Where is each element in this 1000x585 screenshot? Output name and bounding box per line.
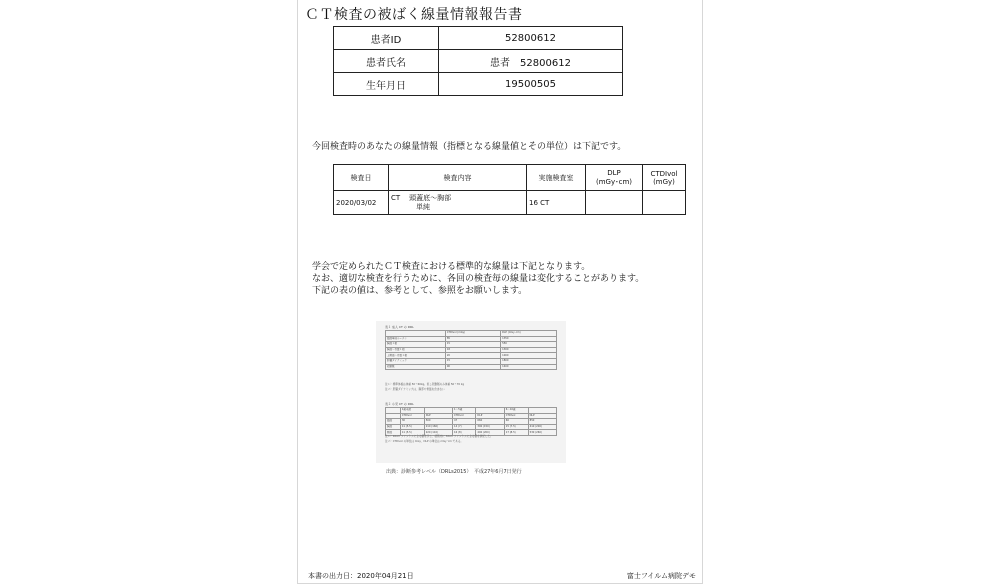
exam-modality: CT — [391, 193, 401, 202]
reference-table-cell: 1800 — [501, 358, 557, 364]
birth-date-row — [334, 73, 623, 96]
exam-content-line1 — [391, 194, 524, 203]
reference-table-cell: DLP — [424, 413, 452, 419]
reference-table-cell: 410 (200) — [528, 424, 556, 430]
drl-adult-row — [386, 364, 557, 370]
drl-table2-note-2: 注２）CTDIvol の単位は mGy、DLP の単位は mGy･cm である。 — [385, 440, 464, 443]
dose-intro-text: 今回検査時のあなたの線量情報（指標となる線量値とその単位）は下記です。 — [312, 142, 627, 152]
drl-table1-note-1: 注１）標準体格は体重 50～60kg。但し冠動脈のみ体重 50～70 kg — [385, 383, 465, 386]
report-page — [297, 0, 703, 584]
reference-table-cell: 500 — [424, 419, 452, 425]
reference-table-cell: 400 (200) — [476, 430, 504, 436]
reference-table-cell: 1～5歳 — [453, 408, 476, 414]
reference-table-cell: 1000 — [501, 353, 557, 359]
header-ctdivol — [643, 165, 686, 191]
reference-table-cell: 60 — [504, 419, 528, 425]
reference-table-cell: 胸部 — [386, 424, 401, 430]
reference-table-cell: 肝臓ダイナミック — [386, 358, 446, 364]
birth-date-label: 生年月日 — [334, 73, 439, 96]
header-exam-room: 実施検査室 — [527, 165, 586, 191]
exam-content-line2: 単純 — [416, 202, 430, 211]
reference-table-cell: 腹部 — [386, 430, 401, 436]
reference-table-cell: 1300 — [501, 347, 557, 353]
patient-id-value: 52800612 — [439, 27, 623, 50]
paragraph-line-2: なお、適切な検査を行うために、各回の検査毎の線量は変化することがあります。 — [312, 274, 645, 284]
reference-table-cell: 11 (5.5) — [400, 424, 424, 430]
reference-table-cell: DLP — [476, 413, 504, 419]
reference-table-cell: DLP (mGy･cm) — [501, 331, 557, 337]
header-dlp-label: DLP — [607, 168, 621, 177]
drl-source-caption: 出典：診断参考レベル（DRLs2015） 平成27年6月7日発行 — [386, 469, 522, 475]
dose-info-table — [333, 164, 686, 215]
reference-table-cell: 胸部１相 — [386, 342, 446, 348]
reference-table-cell: 頭部単純ルーチン — [386, 336, 446, 342]
report-title: ＣＴ検査の被ばく線量情報報告書 — [305, 7, 523, 23]
reference-table-cell: 頭部 — [386, 419, 401, 425]
reference-table-cell: 18 — [445, 347, 500, 353]
exam-body-part: 頭蓋底～胸部 — [409, 193, 452, 202]
patient-name-row — [334, 50, 623, 73]
reference-table-cell: 210 (160) — [424, 424, 452, 430]
reference-table-cell: 90 — [445, 364, 500, 370]
reference-table-cell: CTDIvol — [504, 413, 528, 419]
reference-table-cell: DLP — [528, 413, 556, 419]
reference-table-cell: 530 (260) — [528, 430, 556, 436]
reference-table-cell: 冠動脈 — [386, 364, 446, 370]
reference-table-cell: 17 (8.5) — [504, 430, 528, 436]
header-ctdivol-label: CTDIvol — [650, 169, 678, 178]
header-exam-content: 検査内容 — [389, 165, 527, 191]
reference-table-cell: 15 — [445, 358, 500, 364]
reference-table-cell: 6～10歳 — [504, 408, 528, 414]
reference-table-cell: 上腹部～骨盤１相 — [386, 353, 446, 359]
patient-info-table — [333, 26, 623, 96]
standard-dose-paragraph — [312, 261, 644, 297]
exam-content-cell — [389, 191, 527, 215]
reference-table-cell: 胸部～骨盤１相 — [386, 347, 446, 353]
reference-table-cell: 550 — [501, 342, 557, 348]
reference-table-cell: 1歳未満 — [400, 408, 424, 414]
reference-table-cell: 14 (7) — [453, 424, 476, 430]
exam-date-cell: 2020/03/02 — [334, 191, 389, 215]
hospital-name: 富士フイルム病院デモ — [626, 572, 696, 580]
reference-table-cell: 11 (5.5) — [400, 430, 424, 436]
dose-header-row — [334, 165, 686, 191]
dose-data-row — [334, 191, 686, 215]
drl-table1-caption: 表１ 成人 CT の DRL — [385, 325, 414, 329]
reference-table-cell: 660 — [476, 419, 504, 425]
drl-reference-image — [376, 321, 566, 463]
patient-name-label: 患者氏名 — [334, 50, 439, 73]
reference-table-cell: 16 (8) — [453, 430, 476, 436]
drl-table2-caption: 表２ 小児 CT の DRL — [385, 402, 414, 406]
ctdivol-value-cell — [643, 191, 686, 215]
dlp-value-cell — [586, 191, 643, 215]
reference-table-cell: 15 (7.5) — [504, 424, 528, 430]
exam-room-cell: 16 CT — [527, 191, 586, 215]
patient-name-value: 患者 52800612 — [439, 50, 623, 73]
reference-table-cell: 15 — [445, 342, 500, 348]
reference-table-cell: 1350 — [501, 336, 557, 342]
reference-table-cell: CTDIvol — [400, 413, 424, 419]
drl-child-table — [385, 407, 557, 436]
reference-table-cell: 220 (110) — [424, 430, 452, 436]
reference-table-cell: 20 — [445, 353, 500, 359]
drl-table1-note-2: 注２）肝臓ダイナミックは、胸部や骨盤を含まない — [385, 388, 445, 391]
header-dlp-unit: (mGy･cm) — [595, 177, 632, 186]
birth-date-value: 19500505 — [439, 73, 623, 96]
reference-table-cell: 47 — [453, 419, 476, 425]
reference-table-cell: CTDIvol — [453, 413, 476, 419]
header-exam-date: 検査日 — [334, 165, 389, 191]
reference-table-cell: 300 (150) — [476, 424, 504, 430]
reference-table-cell: 850 — [528, 419, 556, 425]
drl-adult-table — [385, 330, 557, 370]
patient-id-label: 患者ID — [334, 27, 439, 50]
header-ctdivol-unit: (mGy) — [653, 177, 675, 186]
drl-table2-note-1: 注１）16cm ファントムによる値を示し、括弧内に 32cm ファントムによる値を併記した。 — [385, 435, 493, 438]
paragraph-line-3: 下記の表の値は、参考として、参照をお願いします。 — [312, 286, 528, 296]
reference-table-cell: 30 — [400, 419, 424, 425]
patient-id-row — [334, 27, 623, 50]
reference-table-cell: 1400 — [501, 364, 557, 370]
reference-table-cell: 85 — [445, 336, 500, 342]
output-date: 本書の出力日：2020年04月21日 — [308, 572, 414, 580]
paragraph-line-1: 学会で定められたＣＴ検査における標準的な線量は下記となります。 — [312, 262, 591, 272]
header-dlp — [586, 165, 643, 191]
reference-table-cell: CTDIvol (mGy) — [445, 331, 500, 337]
